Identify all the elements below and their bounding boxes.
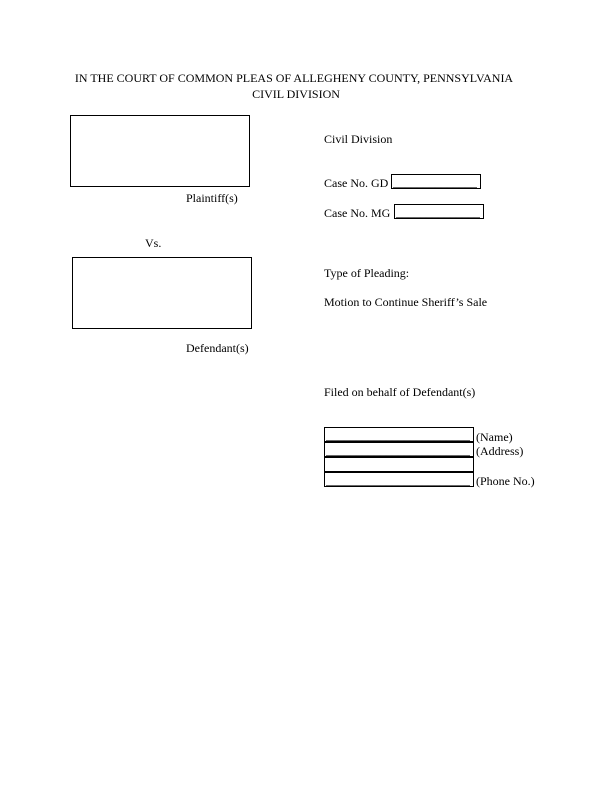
type-of-pleading-value: Motion to Continue Sheriff’s Sale: [324, 295, 488, 309]
defendant-value: [73, 258, 251, 266]
filer-phone-label: (Phone No.): [476, 474, 535, 488]
case-no-gd-field[interactable]: [391, 174, 481, 189]
filer-name-value: ________________________: [326, 429, 470, 441]
filer-phone-value: ________________________: [326, 474, 470, 486]
filed-on-behalf-label: Filed on behalf of Defendant(s): [324, 385, 476, 399]
plaintiff-value: [71, 116, 249, 124]
filer-phone-field[interactable]: [324, 472, 474, 487]
plaintiff-field[interactable]: [70, 115, 250, 187]
case-no-mg-field[interactable]: [394, 204, 484, 219]
defendant-label: Defendant(s): [186, 341, 249, 355]
plaintiff-label: Plaintiff(s): [186, 191, 238, 205]
case-no-gd-value: ______________: [393, 176, 477, 188]
case-no-gd-label: Case No. GD: [324, 176, 389, 190]
filer-address-value-1: ________________________: [326, 444, 470, 456]
defendant-field[interactable]: [72, 257, 252, 329]
case-no-mg-value: ______________: [396, 206, 480, 218]
case-no-mg-label: Case No. MG: [324, 206, 391, 220]
versus-label: Vs.: [145, 236, 162, 250]
filer-address-label: (Address): [476, 444, 524, 458]
court-title: IN THE COURT OF COMMON PLEAS OF ALLEGHENY COUNTY, PENNSYLVANIA: [74, 71, 514, 85]
civil-division-heading: CIVIL DIVISION: [252, 87, 340, 101]
filer-address-field-2[interactable]: [324, 457, 474, 472]
filer-address-field-1[interactable]: [324, 442, 474, 457]
civil-division-label: Civil Division: [324, 132, 393, 146]
type-of-pleading-label: Type of Pleading:: [324, 266, 410, 280]
filer-name-label: (Name): [476, 430, 513, 444]
filer-name-field[interactable]: [324, 427, 474, 442]
